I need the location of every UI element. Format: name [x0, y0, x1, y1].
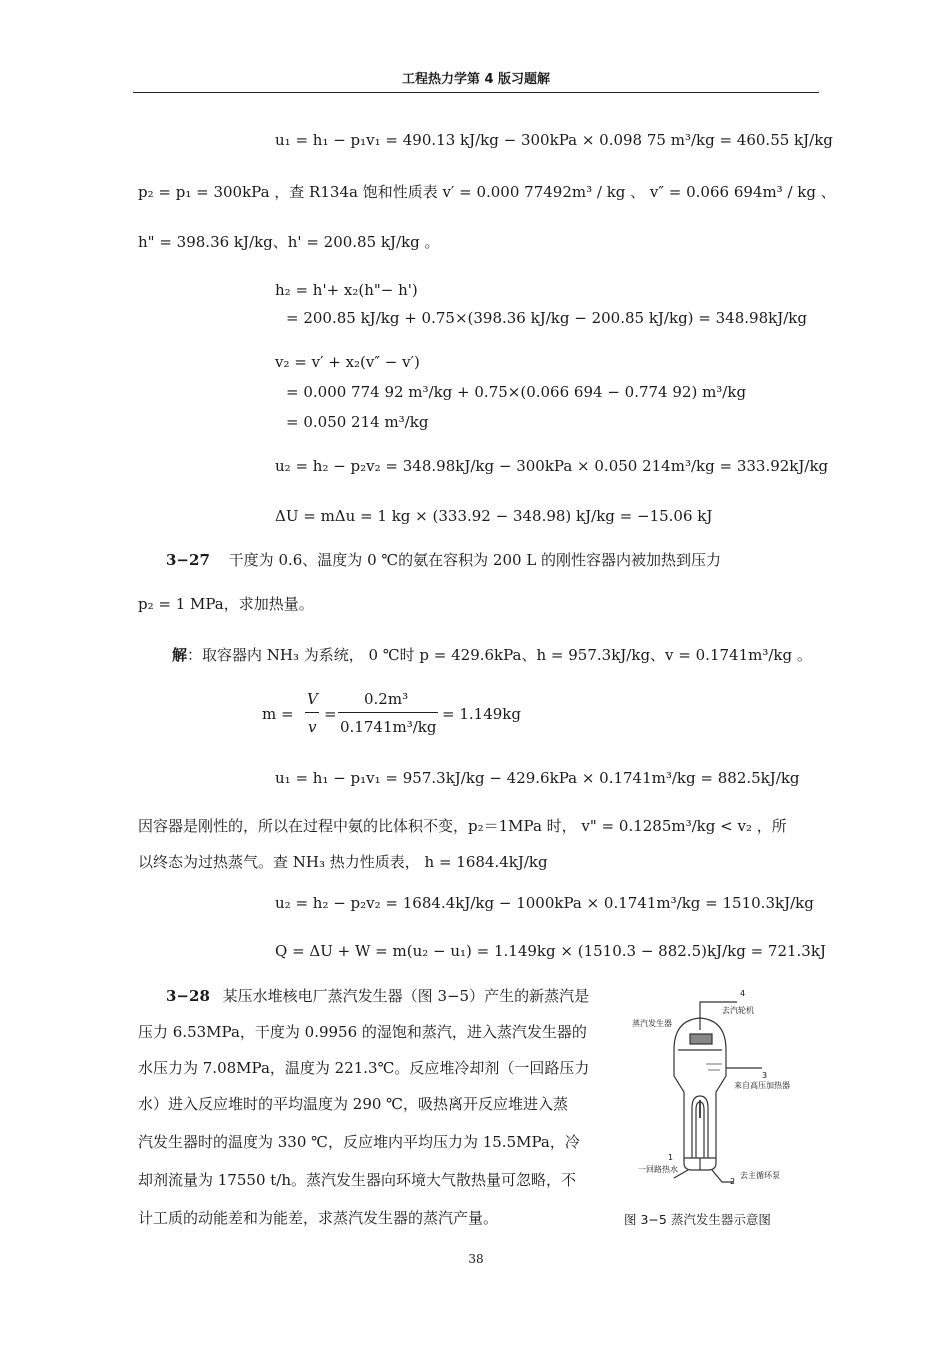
frac-v: v	[308, 718, 317, 736]
problem-line: 某压水堆核电厂蒸汽发生器（图 3−5）产生的新蒸汽是	[222, 987, 590, 1005]
problem-line: 却剂流量为 17550 t/h。蒸汽发生器向环境大气散热量可忽略，不	[138, 1171, 576, 1189]
text-rigid-container: 因容器是刚性的，所以在过程中氨的比体积不变，p₂＝1MPa 时， v" = 0.1285m³/kg < v₂ ，所	[138, 817, 787, 835]
frac-bar-2	[338, 712, 438, 713]
problem-line: 汽发生器时的温度为 330 ℃，反应堆内平均压力为 15.5MPa，冷	[138, 1133, 580, 1151]
equation-h2: h₂ = h'+ x₂(h"− h')	[275, 281, 418, 299]
problem-text: 干度为 0.6、温度为 0 ℃的氨在容积为 200 L 的刚性容器内被加热到压力	[228, 551, 722, 569]
label-1-text: 一回路热水	[638, 1165, 678, 1174]
label-2-text: 去主循环泵	[740, 1171, 780, 1180]
page-number: 38	[468, 1252, 484, 1266]
frac-eq: =	[324, 705, 337, 723]
equation-u1-r134a: u₁ = h₁ − p₁v₁ = 490.13 kJ/kg − 300kPa × 0.098 75 m³/kg = 460.55 kJ/kg	[275, 131, 833, 149]
solution-label: 解	[172, 646, 188, 664]
header-rule	[133, 92, 819, 93]
frac-lhs: m =	[262, 705, 294, 723]
problem-line: 水压力为 7.08MPa，温度为 221.3℃。反应堆冷却剂（一回路压力	[138, 1059, 590, 1077]
steam-generator-figure	[622, 988, 812, 1188]
equation-delta-u: ΔU = mΔu = 1 kg × (333.92 − 348.98) kJ/kg = −15.06 kJ	[275, 507, 713, 525]
solution-text: ：取容器内 NH₃ 为系统， 0 ℃时 p = 429.6kPa、h = 957.3kJ/kg、v = 0.1741m³/kg 。	[187, 646, 812, 664]
label-4: 4	[740, 989, 746, 998]
equation-u1-nh3: u₁ = h₁ − p₁v₁ = 957.3kJ/kg − 429.6kPa × 0.1741m³/kg = 882.5kJ/kg	[275, 769, 800, 787]
label-3-text: 来自高压加热器	[734, 1081, 790, 1090]
solution-intro	[172, 645, 812, 665]
problem-3-27-statement-cont: p₂ = 1 MPa，求加热量。	[138, 595, 314, 613]
equation-h2-calc: = 200.85 kJ/kg + 0.75×(398.36 kJ/kg − 200.85 kJ/kg) = 348.98kJ/kg	[286, 309, 807, 327]
text-h-values: h" = 398.36 kJ/kg、h' = 200.85 kJ/kg 。	[138, 233, 440, 251]
frac-V: V	[307, 690, 318, 708]
equation-u2-nh3: u₂ = h₂ − p₂v₂ = 1684.4kJ/kg − 1000kPa × 0.1741m³/kg = 1510.3kJ/kg	[275, 894, 814, 912]
frac-bar-1	[305, 712, 319, 713]
problem-number: 3−27	[166, 551, 210, 569]
text-p2-lookup: p₂ = p₁ = 300kPa ，查 R134a 饱和性质表 v′ = 0.000 77492m³ / kg 、 v″ = 0.066 694m³ / kg 、	[138, 183, 836, 201]
label-2: 2	[730, 1177, 736, 1186]
problem-line: 压力 6.53MPa，干度为 0.9956 的湿饱和蒸汽，进入蒸汽发生器的	[138, 1023, 587, 1041]
label-4-text: 去汽轮机	[722, 1006, 754, 1015]
steam-generator-diagram	[622, 988, 812, 1188]
running-header: 工程热力学第 4 版习题解	[401, 72, 551, 87]
text-superheated: 以终态为过热蒸气。查 NH₃ 热力性质表， h = 1684.4kJ/kg	[138, 853, 548, 871]
frac-numerator: 0.2m³	[364, 690, 409, 708]
equation-v2-calc: = 0.000 774 92 m³/kg + 0.75×(0.066 694 − 0.774 92) m³/kg	[286, 383, 747, 401]
figure-title: 蒸汽发生器	[632, 1019, 672, 1028]
frac-result: = 1.149kg	[442, 705, 521, 723]
problem-3-27-statement	[166, 550, 721, 570]
figure-caption: 图 3−5 蒸汽发生器示意图	[624, 1212, 771, 1227]
label-1: 1	[668, 1153, 674, 1162]
frac-denominator: 0.1741m³/kg	[340, 718, 437, 736]
equation-u2-r134a: u₂ = h₂ − p₂v₂ = 348.98kJ/kg − 300kPa × 0.050 214m³/kg = 333.92kJ/kg	[275, 457, 829, 475]
equation-q: Q = ΔU + W = m(u₂ − u₁) = 1.149kg × (1510.3 − 882.5)kJ/kg = 721.3kJ	[275, 942, 826, 960]
label-3: 3	[762, 1071, 768, 1080]
problem-3-28-statement	[166, 986, 589, 1006]
problem-line: 水）进入反应堆时的平均温度为 290 ℃，吸热离开反应堆进入蒸	[138, 1095, 568, 1113]
equation-v2: v₂ = v′ + x₂(v″ − v′)	[275, 353, 420, 371]
problem-number: 3−28	[166, 987, 210, 1005]
problem-line: 计工质的动能差和为能差，求蒸汽发生器的蒸汽产量。	[138, 1209, 499, 1227]
equation-v2-result: = 0.050 214 m³/kg	[286, 413, 429, 431]
